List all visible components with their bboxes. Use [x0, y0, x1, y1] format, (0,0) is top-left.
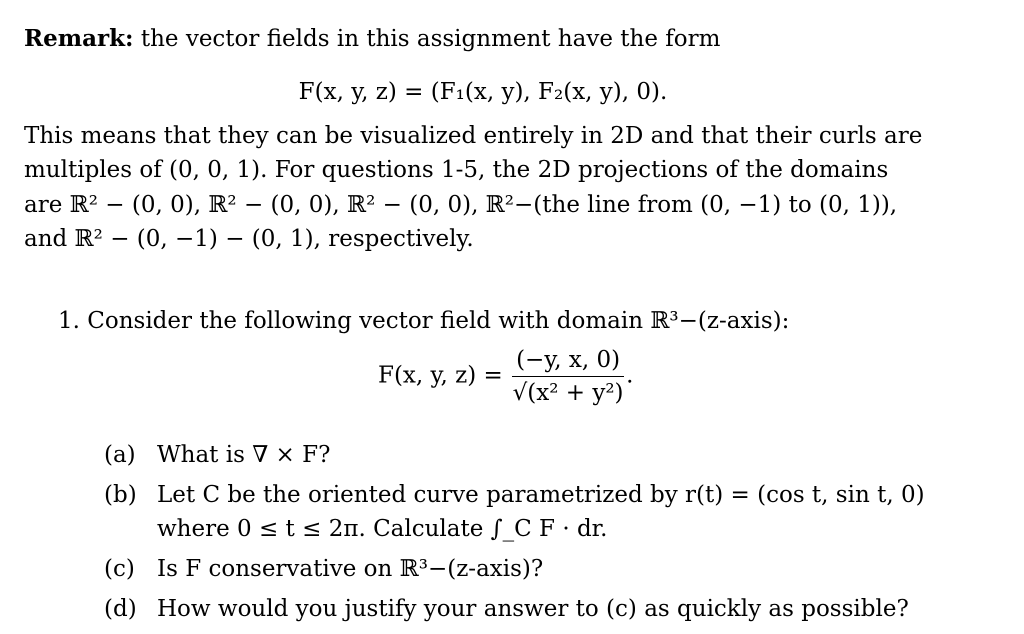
question-1-text: Consider the following vector field with domain ℝ³−(z-axis): — [87, 308, 790, 334]
question-1-equation — [378, 346, 633, 407]
equation-period: . — [626, 362, 634, 389]
part-a-text: What is ∇ × F? — [157, 442, 331, 468]
remark-text: the vector fields in this assignment have the form — [133, 26, 721, 52]
remark-label: Remark: — [24, 25, 134, 52]
part-a-label: (a) — [104, 442, 136, 468]
equation-denominator: √(x² + y²) — [512, 380, 624, 406]
paragraph-line-1: This means that they can be visualized entirely in 2D and that their curls are — [24, 123, 923, 149]
remark-line — [24, 24, 720, 54]
paragraph-line-3: are ℝ² − (0, 0), ℝ² − (0, 0), ℝ² − (0, 0), ℝ²−(the line from (0, −1) to (0, 1)), — [24, 192, 898, 218]
equation-lhs: F(x, y, z) = — [378, 362, 503, 389]
part-c-label: (c) — [104, 556, 135, 582]
part-d-text: How would you justify your answer to (c) as quickly as possible? — [157, 596, 909, 622]
part-b-text-line-1: Let C be the oriented curve parametrized by r(t) = (cos t, sin t, 0) — [157, 482, 925, 508]
question-1-number: 1. — [58, 308, 80, 334]
paragraph-line-4: and ℝ² − (0, −1) − (0, 1), respectively. — [24, 226, 474, 252]
question-1-line — [58, 306, 789, 336]
part-d-label: (d) — [104, 596, 137, 622]
equation-numerator: (−y, x, 0) — [512, 346, 624, 377]
remark-equation: F(x, y, z) = (F₁(x, y), F₂(x, y), 0). — [298, 79, 668, 105]
part-c-text: Is F conservative on ℝ³−(z-axis)? — [157, 556, 544, 582]
part-b-text-line-2: where 0 ≤ t ≤ 2π. Calculate ∫_C F · dr. — [157, 516, 608, 542]
paragraph-line-2: multiples of (0, 0, 1). For questions 1-5, the 2D projections of the domains — [24, 157, 889, 183]
part-b-label: (b) — [104, 482, 137, 508]
equation-fraction — [512, 346, 624, 407]
